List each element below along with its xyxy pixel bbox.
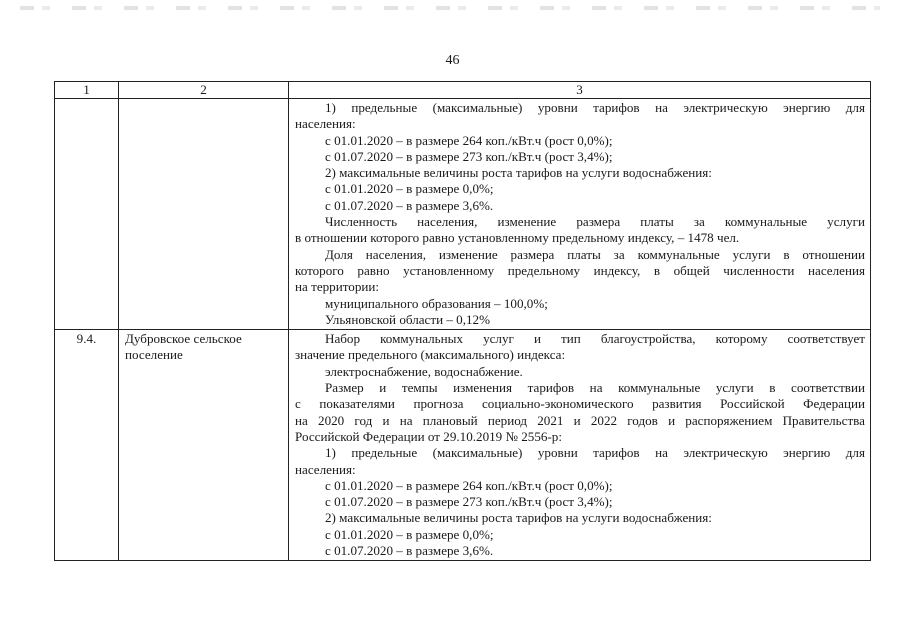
- settlement-name-cell: [119, 99, 289, 330]
- text-line: Набор коммунальных услуг и тип благоустройства, которому соответствует: [325, 331, 865, 347]
- text-line: населения:: [295, 116, 356, 132]
- text-line: Доля населения, изменение размера платы за коммунальные услуги в отношении: [325, 246, 865, 262]
- text-line: населения:: [295, 461, 356, 477]
- settlement-name-line: поселение: [125, 347, 183, 363]
- table-header-row: [55, 82, 871, 99]
- text-line: с 01.01.2020 – в размере 0,0%;: [325, 181, 494, 197]
- column-header-1: 1: [55, 82, 119, 99]
- text-line: с 01.07.2020 – в размере 3,6%.: [325, 543, 494, 559]
- text-line: Размер и темпы изменения тарифов на коммунальные услуги в соответствии: [325, 380, 865, 396]
- column-header-3: 3: [289, 82, 871, 99]
- text-line: Российской Федерации от 29.10.2019 № 2556-р:: [295, 428, 562, 444]
- text-line: на 2020 год и на плановый период 2021 и 2022 годов и распоряжением Правительства: [295, 412, 865, 428]
- text-line: с 01.07.2020 – в размере 273 коп./кВт.ч (рост 3,4%);: [325, 148, 613, 164]
- column-header-2: 2: [119, 82, 289, 99]
- row-number-cell: [55, 99, 119, 330]
- text-line: с 01.01.2020 – в размере 264 коп./кВт.ч (рост 0,0%);: [325, 477, 613, 493]
- text-line: значение предельного (максимального) индекса:: [295, 347, 566, 363]
- text-line: на территории:: [295, 279, 380, 295]
- scan-artifact: [20, 6, 880, 10]
- text-line: в отношении которого равно установленному предельному индексу, – 1478 чел.: [295, 230, 740, 246]
- text-line: которого равно установленному предельному индексу, в общей численности населения: [295, 262, 865, 278]
- table-row: [55, 330, 871, 561]
- text-line: 2) максимальные величины роста тарифов на услуги водоснабжения:: [325, 165, 712, 181]
- text-line: муниципального образования – 100,0%;: [325, 295, 548, 311]
- tariff-description-text: [295, 100, 865, 328]
- text-line: с 01.07.2020 – в размере 3,6%.: [325, 197, 494, 213]
- text-line: с 01.07.2020 – в размере 273 коп./кВт.ч (рост 3,4%);: [325, 494, 613, 510]
- tariff-description-cell: [289, 99, 871, 330]
- text-line: электроснабжение, водоснабжение.: [325, 363, 523, 379]
- text-line: 1) предельные (максимальные) уровни тарифов на электрическую энергию для: [325, 100, 865, 115]
- text-line: 1) предельные (максимальные) уровни тарифов на электрическую энергию для: [325, 445, 865, 461]
- table-row: [55, 99, 871, 330]
- text-line: с 01.01.2020 – в размере 0,0%;: [325, 526, 494, 542]
- text-line: с 01.01.2020 – в размере 264 коп./кВт.ч (рост 0,0%);: [325, 132, 613, 148]
- settlement-name-cell: [119, 330, 289, 561]
- page-number: 46: [445, 53, 460, 68]
- row-number-cell: 9.4.: [55, 330, 119, 561]
- text-line: Численность населения, изменение размера платы за коммунальные услуги: [325, 214, 865, 230]
- settlement-name-line: Дубровское сельское: [125, 331, 242, 347]
- text-line: с показателями прогноза социально-экономического развития Российской Федерации: [295, 396, 865, 412]
- text-line: Ульяновской области – 0,12%: [325, 311, 491, 327]
- tariff-description-cell: [289, 330, 871, 561]
- tariff-table: [54, 81, 871, 561]
- tariff-description-text: [295, 331, 865, 559]
- text-line: 2) максимальные величины роста тарифов на услуги водоснабжения:: [325, 510, 712, 526]
